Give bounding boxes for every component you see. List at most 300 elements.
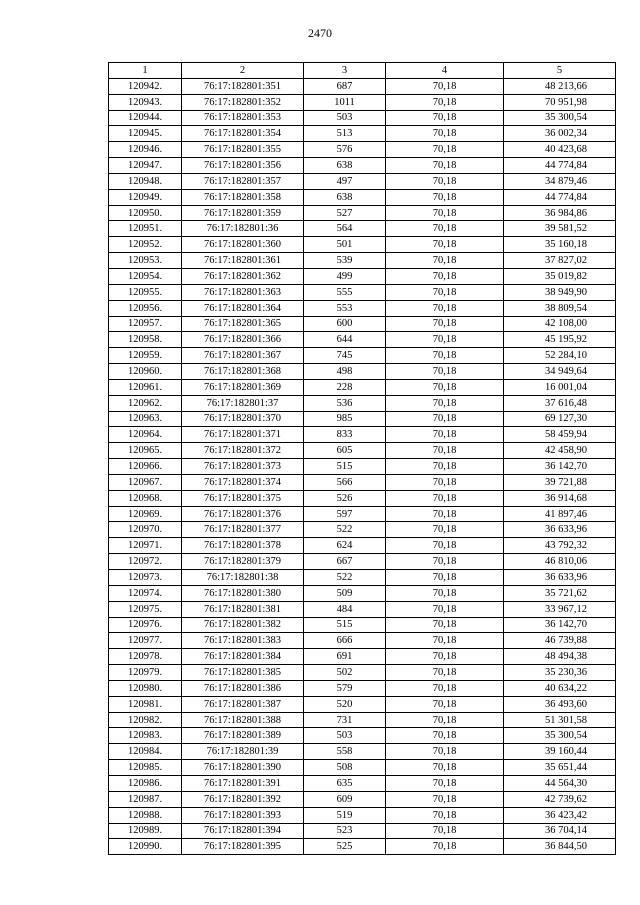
rate-cell: 70,18 xyxy=(386,839,504,855)
amount-cell: 41 897,46 xyxy=(504,506,616,522)
table-row xyxy=(109,237,616,253)
rate-cell: 70,18 xyxy=(386,554,504,570)
table-row xyxy=(109,633,616,649)
row-number-cell: 120985. xyxy=(109,760,182,776)
area-cell: 553 xyxy=(304,300,386,316)
cadastral-number-cell: 76:17:182801:374 xyxy=(182,474,304,490)
row-number-cell: 120964. xyxy=(109,427,182,443)
amount-cell: 36 844,50 xyxy=(504,839,616,855)
cadastral-number-cell: 76:17:182801:353 xyxy=(182,110,304,126)
rate-cell: 70,18 xyxy=(386,506,504,522)
area-cell: 497 xyxy=(304,173,386,189)
amount-cell: 44 774,84 xyxy=(504,189,616,205)
rate-cell: 70,18 xyxy=(386,823,504,839)
rate-cell: 70,18 xyxy=(386,538,504,554)
area-cell: 731 xyxy=(304,712,386,728)
cadastral-number-cell: 76:17:182801:364 xyxy=(182,300,304,316)
cadastral-number-cell: 76:17:182801:375 xyxy=(182,490,304,506)
rate-cell: 70,18 xyxy=(386,775,504,791)
row-number-cell: 120966. xyxy=(109,459,182,475)
cadastral-number-cell: 76:17:182801:378 xyxy=(182,538,304,554)
amount-cell: 37 616,48 xyxy=(504,395,616,411)
amount-cell: 70 951,98 xyxy=(504,94,616,110)
area-cell: 527 xyxy=(304,205,386,221)
area-cell: 501 xyxy=(304,237,386,253)
amount-cell: 36 633,96 xyxy=(504,570,616,586)
cadastral-number-cell: 76:17:182801:355 xyxy=(182,142,304,158)
cadastral-number-cell: 76:17:182801:376 xyxy=(182,506,304,522)
rate-cell: 70,18 xyxy=(386,728,504,744)
rate-cell: 70,18 xyxy=(386,570,504,586)
rate-cell: 70,18 xyxy=(386,443,504,459)
area-cell: 513 xyxy=(304,126,386,142)
table-row xyxy=(109,300,616,316)
table-row xyxy=(109,617,616,633)
amount-cell: 35 300,54 xyxy=(504,110,616,126)
table-row xyxy=(109,522,616,538)
area-cell: 515 xyxy=(304,617,386,633)
table-row xyxy=(109,474,616,490)
table-row xyxy=(109,601,616,617)
table-row xyxy=(109,126,616,142)
rate-cell: 70,18 xyxy=(386,459,504,475)
table-row xyxy=(109,221,616,237)
cadastral-number-cell: 76:17:182801:360 xyxy=(182,237,304,253)
table-row xyxy=(109,173,616,189)
rate-cell: 70,18 xyxy=(386,760,504,776)
rate-cell: 70,18 xyxy=(386,205,504,221)
area-cell: 508 xyxy=(304,760,386,776)
amount-cell: 36 423,42 xyxy=(504,807,616,823)
rate-cell: 70,18 xyxy=(386,94,504,110)
amount-cell: 45 195,92 xyxy=(504,332,616,348)
amount-cell: 36 493,60 xyxy=(504,696,616,712)
amount-cell: 40 423,68 xyxy=(504,142,616,158)
cadastral-number-cell: 76:17:182801:381 xyxy=(182,601,304,617)
rate-cell: 70,18 xyxy=(386,110,504,126)
amount-cell: 16 001,04 xyxy=(504,379,616,395)
rate-cell: 70,18 xyxy=(386,316,504,332)
cadastral-number-cell: 76:17:182801:358 xyxy=(182,189,304,205)
amount-cell: 35 721,62 xyxy=(504,585,616,601)
row-number-cell: 120949. xyxy=(109,189,182,205)
cadastral-number-cell: 76:17:182801:39 xyxy=(182,744,304,760)
cadastral-number-cell: 76:17:182801:395 xyxy=(182,839,304,855)
cadastral-number-cell: 76:17:182801:351 xyxy=(182,78,304,94)
rate-cell: 70,18 xyxy=(386,268,504,284)
rate-cell: 70,18 xyxy=(386,696,504,712)
amount-cell: 48 494,38 xyxy=(504,649,616,665)
row-number-cell: 120955. xyxy=(109,284,182,300)
table-row xyxy=(109,78,616,94)
area-cell: 666 xyxy=(304,633,386,649)
rate-cell: 70,18 xyxy=(386,585,504,601)
area-cell: 526 xyxy=(304,490,386,506)
table-row xyxy=(109,459,616,475)
cadastral-number-cell: 76:17:182801:36 xyxy=(182,221,304,237)
cadastral-number-cell: 76:17:182801:385 xyxy=(182,665,304,681)
row-number-cell: 120989. xyxy=(109,823,182,839)
area-cell: 498 xyxy=(304,364,386,380)
cadastral-number-cell: 76:17:182801:391 xyxy=(182,775,304,791)
amount-cell: 36 633,96 xyxy=(504,522,616,538)
amount-cell: 36 914,68 xyxy=(504,490,616,506)
table-row xyxy=(109,775,616,791)
rate-cell: 70,18 xyxy=(386,348,504,364)
rate-cell: 70,18 xyxy=(386,791,504,807)
amount-cell: 36 142,70 xyxy=(504,459,616,475)
row-number-cell: 120981. xyxy=(109,696,182,712)
cadastral-number-cell: 76:17:182801:393 xyxy=(182,807,304,823)
row-number-cell: 120988. xyxy=(109,807,182,823)
row-number-cell: 120963. xyxy=(109,411,182,427)
table-body xyxy=(109,78,616,854)
cadastral-number-cell: 76:17:182801:354 xyxy=(182,126,304,142)
rate-cell: 70,18 xyxy=(386,300,504,316)
table-row xyxy=(109,189,616,205)
cadastral-number-cell: 76:17:182801:383 xyxy=(182,633,304,649)
table-row xyxy=(109,570,616,586)
area-cell: 519 xyxy=(304,807,386,823)
cadastral-number-cell: 76:17:182801:38 xyxy=(182,570,304,586)
cadastral-number-cell: 76:17:182801:367 xyxy=(182,348,304,364)
amount-cell: 42 739,62 xyxy=(504,791,616,807)
area-cell: 228 xyxy=(304,379,386,395)
row-number-cell: 120956. xyxy=(109,300,182,316)
column-header: 1 xyxy=(109,63,182,79)
rate-cell: 70,18 xyxy=(386,395,504,411)
row-number-cell: 120944. xyxy=(109,110,182,126)
area-cell: 539 xyxy=(304,253,386,269)
area-cell: 509 xyxy=(304,585,386,601)
area-cell: 576 xyxy=(304,142,386,158)
table-row xyxy=(109,411,616,427)
area-cell: 555 xyxy=(304,284,386,300)
table-row xyxy=(109,348,616,364)
table-row xyxy=(109,158,616,174)
table-row xyxy=(109,760,616,776)
table-row xyxy=(109,728,616,744)
row-number-cell: 120970. xyxy=(109,522,182,538)
amount-cell: 69 127,30 xyxy=(504,411,616,427)
rate-cell: 70,18 xyxy=(386,427,504,443)
cadastral-number-cell: 76:17:182801:389 xyxy=(182,728,304,744)
table-row xyxy=(109,110,616,126)
amount-cell: 35 300,54 xyxy=(504,728,616,744)
area-cell: 515 xyxy=(304,459,386,475)
rate-cell: 70,18 xyxy=(386,712,504,728)
rate-cell: 70,18 xyxy=(386,665,504,681)
area-cell: 522 xyxy=(304,522,386,538)
area-cell: 691 xyxy=(304,649,386,665)
row-number-cell: 120980. xyxy=(109,680,182,696)
row-number-cell: 120951. xyxy=(109,221,182,237)
rate-cell: 70,18 xyxy=(386,490,504,506)
amount-cell: 36 984,86 xyxy=(504,205,616,221)
cadastral-number-cell: 76:17:182801:388 xyxy=(182,712,304,728)
amount-cell: 35 160,18 xyxy=(504,237,616,253)
page-number: 2470 xyxy=(308,26,332,40)
row-number-cell: 120984. xyxy=(109,744,182,760)
cadastral-number-cell: 76:17:182801:379 xyxy=(182,554,304,570)
row-number-cell: 120990. xyxy=(109,839,182,855)
row-number-cell: 120958. xyxy=(109,332,182,348)
row-number-cell: 120971. xyxy=(109,538,182,554)
table-row xyxy=(109,364,616,380)
table-row xyxy=(109,696,616,712)
amount-cell: 38 949,90 xyxy=(504,284,616,300)
rate-cell: 70,18 xyxy=(386,237,504,253)
rate-cell: 70,18 xyxy=(386,744,504,760)
rate-cell: 70,18 xyxy=(386,364,504,380)
row-number-cell: 120973. xyxy=(109,570,182,586)
table-row xyxy=(109,665,616,681)
rate-cell: 70,18 xyxy=(386,332,504,348)
data-table xyxy=(108,62,616,855)
area-cell: 564 xyxy=(304,221,386,237)
cadastral-number-cell: 76:17:182801:363 xyxy=(182,284,304,300)
table-row xyxy=(109,839,616,855)
area-cell: 520 xyxy=(304,696,386,712)
row-number-cell: 120952. xyxy=(109,237,182,253)
cadastral-number-cell: 76:17:182801:380 xyxy=(182,585,304,601)
cadastral-number-cell: 76:17:182801:386 xyxy=(182,680,304,696)
area-cell: 687 xyxy=(304,78,386,94)
table-row xyxy=(109,554,616,570)
table-row xyxy=(109,284,616,300)
area-cell: 503 xyxy=(304,110,386,126)
cadastral-number-cell: 76:17:182801:369 xyxy=(182,379,304,395)
area-cell: 579 xyxy=(304,680,386,696)
row-number-cell: 120957. xyxy=(109,316,182,332)
amount-cell: 35 019,82 xyxy=(504,268,616,284)
row-number-cell: 120943. xyxy=(109,94,182,110)
table-row xyxy=(109,744,616,760)
amount-cell: 33 967,12 xyxy=(504,601,616,617)
table-row xyxy=(109,506,616,522)
rate-cell: 70,18 xyxy=(386,78,504,94)
column-header: 4 xyxy=(386,63,504,79)
row-number-cell: 120960. xyxy=(109,364,182,380)
rate-cell: 70,18 xyxy=(386,284,504,300)
cadastral-number-cell: 76:17:182801:366 xyxy=(182,332,304,348)
rate-cell: 70,18 xyxy=(386,633,504,649)
amount-cell: 44 564,30 xyxy=(504,775,616,791)
cadastral-number-cell: 76:17:182801:377 xyxy=(182,522,304,538)
amount-cell: 52 284,10 xyxy=(504,348,616,364)
rate-cell: 70,18 xyxy=(386,807,504,823)
cadastral-number-cell: 76:17:182801:359 xyxy=(182,205,304,221)
row-number-cell: 120962. xyxy=(109,395,182,411)
area-cell: 667 xyxy=(304,554,386,570)
row-number-cell: 120978. xyxy=(109,649,182,665)
table-row xyxy=(109,268,616,284)
area-cell: 597 xyxy=(304,506,386,522)
rate-cell: 70,18 xyxy=(386,189,504,205)
amount-cell: 39 160,44 xyxy=(504,744,616,760)
row-number-cell: 120983. xyxy=(109,728,182,744)
cadastral-number-cell: 76:17:182801:387 xyxy=(182,696,304,712)
row-number-cell: 120967. xyxy=(109,474,182,490)
row-number-cell: 120979. xyxy=(109,665,182,681)
cadastral-number-cell: 76:17:182801:373 xyxy=(182,459,304,475)
row-number-cell: 120987. xyxy=(109,791,182,807)
area-cell: 745 xyxy=(304,348,386,364)
area-cell: 499 xyxy=(304,268,386,284)
table-row xyxy=(109,427,616,443)
area-cell: 1011 xyxy=(304,94,386,110)
amount-cell: 42 108,00 xyxy=(504,316,616,332)
amount-cell: 34 879,46 xyxy=(504,173,616,189)
area-cell: 523 xyxy=(304,823,386,839)
amount-cell: 43 792,32 xyxy=(504,538,616,554)
area-cell: 609 xyxy=(304,791,386,807)
rate-cell: 70,18 xyxy=(386,617,504,633)
cadastral-number-cell: 76:17:182801:370 xyxy=(182,411,304,427)
area-cell: 525 xyxy=(304,839,386,855)
amount-cell: 46 739,88 xyxy=(504,633,616,649)
cadastral-number-cell: 76:17:182801:361 xyxy=(182,253,304,269)
table-row xyxy=(109,791,616,807)
table-row xyxy=(109,712,616,728)
table-row xyxy=(109,316,616,332)
row-number-cell: 120950. xyxy=(109,205,182,221)
rate-cell: 70,18 xyxy=(386,411,504,427)
amount-cell: 39 581,52 xyxy=(504,221,616,237)
cadastral-number-cell: 76:17:182801:392 xyxy=(182,791,304,807)
rate-cell: 70,18 xyxy=(386,522,504,538)
row-number-cell: 120972. xyxy=(109,554,182,570)
cadastral-number-cell: 76:17:182801:372 xyxy=(182,443,304,459)
cadastral-number-cell: 76:17:182801:357 xyxy=(182,173,304,189)
cadastral-number-cell: 76:17:182801:371 xyxy=(182,427,304,443)
cadastral-number-cell: 76:17:182801:362 xyxy=(182,268,304,284)
area-cell: 484 xyxy=(304,601,386,617)
cadastral-number-cell: 76:17:182801:37 xyxy=(182,395,304,411)
rate-cell: 70,18 xyxy=(386,474,504,490)
table-row xyxy=(109,443,616,459)
cadastral-number-cell: 76:17:182801:365 xyxy=(182,316,304,332)
table-row xyxy=(109,807,616,823)
row-number-cell: 120942. xyxy=(109,78,182,94)
table-row xyxy=(109,823,616,839)
row-number-cell: 120969. xyxy=(109,506,182,522)
amount-cell: 51 301,58 xyxy=(504,712,616,728)
table-row xyxy=(109,253,616,269)
table-row xyxy=(109,332,616,348)
area-cell: 503 xyxy=(304,728,386,744)
table-row xyxy=(109,538,616,554)
rate-cell: 70,18 xyxy=(386,173,504,189)
row-number-cell: 120982. xyxy=(109,712,182,728)
amount-cell: 58 459,94 xyxy=(504,427,616,443)
cadastral-number-cell: 76:17:182801:368 xyxy=(182,364,304,380)
rate-cell: 70,18 xyxy=(386,601,504,617)
amount-cell: 37 827,02 xyxy=(504,253,616,269)
table-row xyxy=(109,585,616,601)
cadastral-number-cell: 76:17:182801:384 xyxy=(182,649,304,665)
row-number-cell: 120976. xyxy=(109,617,182,633)
amount-cell: 36 002,34 xyxy=(504,126,616,142)
table-row xyxy=(109,142,616,158)
amount-cell: 36 142,70 xyxy=(504,617,616,633)
cadastral-number-cell: 76:17:182801:382 xyxy=(182,617,304,633)
row-number-cell: 120953. xyxy=(109,253,182,269)
amount-cell: 35 651,44 xyxy=(504,760,616,776)
amount-cell: 39 721,88 xyxy=(504,474,616,490)
area-cell: 536 xyxy=(304,395,386,411)
row-number-cell: 120948. xyxy=(109,173,182,189)
row-number-cell: 120977. xyxy=(109,633,182,649)
rate-cell: 70,18 xyxy=(386,142,504,158)
row-number-cell: 120946. xyxy=(109,142,182,158)
amount-cell: 48 213,66 xyxy=(504,78,616,94)
amount-cell: 35 230,36 xyxy=(504,665,616,681)
amount-cell: 38 809,54 xyxy=(504,300,616,316)
area-cell: 644 xyxy=(304,332,386,348)
table-row xyxy=(109,490,616,506)
table-row xyxy=(109,205,616,221)
amount-cell: 34 949,64 xyxy=(504,364,616,380)
row-number-cell: 120968. xyxy=(109,490,182,506)
row-number-cell: 120959. xyxy=(109,348,182,364)
column-header: 3 xyxy=(304,63,386,79)
amount-cell: 40 634,22 xyxy=(504,680,616,696)
table-row xyxy=(109,395,616,411)
area-cell: 638 xyxy=(304,158,386,174)
table-header-row xyxy=(109,63,616,79)
area-cell: 635 xyxy=(304,775,386,791)
area-cell: 833 xyxy=(304,427,386,443)
cadastral-number-cell: 76:17:182801:390 xyxy=(182,760,304,776)
area-cell: 624 xyxy=(304,538,386,554)
table-row xyxy=(109,649,616,665)
row-number-cell: 120954. xyxy=(109,268,182,284)
rate-cell: 70,18 xyxy=(386,680,504,696)
row-number-cell: 120945. xyxy=(109,126,182,142)
amount-cell: 36 704,14 xyxy=(504,823,616,839)
rate-cell: 70,18 xyxy=(386,649,504,665)
table-row xyxy=(109,94,616,110)
table-row xyxy=(109,379,616,395)
column-header: 5 xyxy=(504,63,616,79)
rate-cell: 70,18 xyxy=(386,221,504,237)
row-number-cell: 120947. xyxy=(109,158,182,174)
area-cell: 522 xyxy=(304,570,386,586)
cadastral-number-cell: 76:17:182801:352 xyxy=(182,94,304,110)
row-number-cell: 120986. xyxy=(109,775,182,791)
column-header: 2 xyxy=(182,63,304,79)
area-cell: 600 xyxy=(304,316,386,332)
amount-cell: 44 774,84 xyxy=(504,158,616,174)
area-cell: 566 xyxy=(304,474,386,490)
area-cell: 985 xyxy=(304,411,386,427)
area-cell: 638 xyxy=(304,189,386,205)
row-number-cell: 120965. xyxy=(109,443,182,459)
rate-cell: 70,18 xyxy=(386,253,504,269)
rate-cell: 70,18 xyxy=(386,126,504,142)
cadastral-number-cell: 76:17:182801:394 xyxy=(182,823,304,839)
area-cell: 502 xyxy=(304,665,386,681)
amount-cell: 46 810,06 xyxy=(504,554,616,570)
amount-cell: 42 458,90 xyxy=(504,443,616,459)
rate-cell: 70,18 xyxy=(386,379,504,395)
row-number-cell: 120975. xyxy=(109,601,182,617)
table-row xyxy=(109,680,616,696)
row-number-cell: 120974. xyxy=(109,585,182,601)
row-number-cell: 120961. xyxy=(109,379,182,395)
area-cell: 558 xyxy=(304,744,386,760)
